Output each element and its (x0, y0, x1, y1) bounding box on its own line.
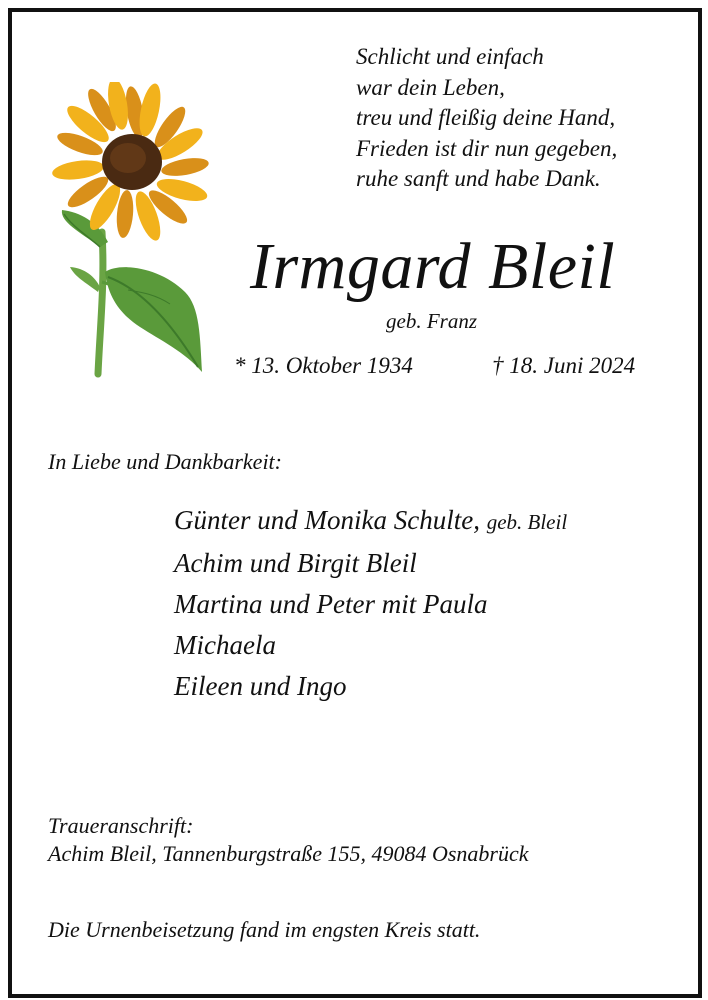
poem-line: Schlicht und einfach (356, 44, 544, 69)
poem-line: war dein Leben, (356, 74, 505, 100)
address-line: Achim Bleil, Tannenburgstraße 155, 49084 Osnabrück (48, 841, 529, 866)
mourning-address (48, 812, 529, 868)
deceased-name: Irmgard Bleil (250, 230, 616, 303)
sunflower-icon (50, 82, 220, 378)
maiden-name: geb. Franz (386, 309, 477, 333)
thanks-line: In Liebe und Dankbarkeit: (48, 449, 282, 474)
mourner-name: Günter und Monika Schulte, (174, 505, 480, 535)
mourner-entry: Michaela (174, 630, 276, 660)
address-label: Traueranschrift: (48, 813, 194, 838)
mourner-entry (174, 500, 567, 543)
mourner-entry: Eileen und Ingo (174, 671, 347, 701)
poem-line: ruhe sanft und habe Dank. (356, 166, 601, 191)
mourner-entry: Achim und Birgit Bleil (174, 548, 417, 578)
birth-date: * 13. Oktober 1934 (234, 353, 413, 378)
mourner-maiden-name: geb. Bleil (486, 510, 568, 534)
poem (356, 42, 686, 195)
mourners-list (174, 500, 567, 707)
life-dates (234, 352, 636, 380)
poem-line: treu und fleißig deine Hand, (356, 105, 616, 130)
poem-line: Frieden ist dir nun gegeben, (356, 135, 618, 161)
death-date: † 18. Juni 2024 (492, 353, 636, 378)
burial-note: Die Urnenbeisetzung fand im engsten Kreis statt. (48, 917, 481, 942)
mourner-entry: Martina und Peter mit Paula (174, 589, 488, 619)
